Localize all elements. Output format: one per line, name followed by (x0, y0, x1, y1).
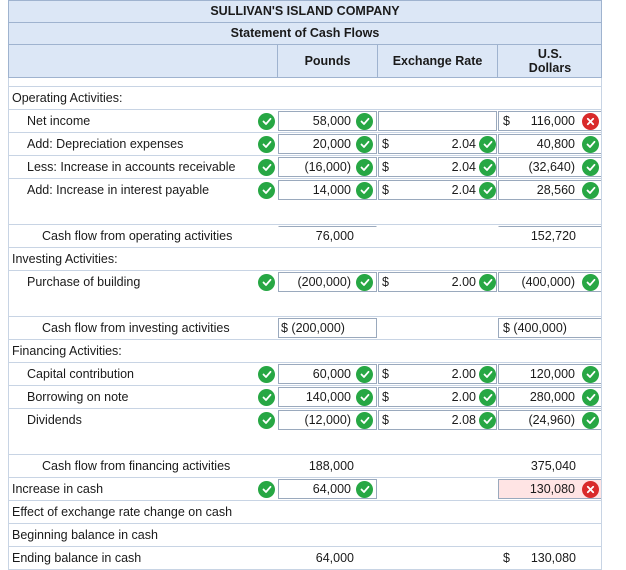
x-circle-icon (582, 113, 599, 130)
row-label: Net income (27, 114, 91, 128)
usd-value: 40,800 (536, 137, 575, 151)
row-label: Less: Increase in accounts receivable (27, 160, 236, 174)
rate-dollar-sign: $ (382, 390, 389, 404)
row-label: Cash flow from financing activities (42, 459, 231, 473)
usd-dollar-sign: $ (503, 114, 510, 128)
x-circle-icon (582, 481, 599, 498)
check-circle-icon (582, 274, 599, 291)
exchange-rate-value: 2.00 (451, 275, 476, 289)
check-circle-icon (356, 412, 373, 429)
row-label: Increase in cash (12, 482, 104, 496)
check-circle-icon (356, 366, 373, 383)
check-circle-icon (582, 389, 599, 406)
row-label: Capital contribution (27, 367, 135, 381)
pounds-value: 60,000 (312, 367, 351, 381)
rate-dollar-sign: $ (382, 275, 389, 289)
check-circle-icon (582, 159, 599, 176)
exchange-rate-input[interactable] (378, 111, 497, 131)
pounds-value: (200,000) (297, 275, 351, 289)
exchange-rate-value: 2.04 (451, 137, 476, 151)
column-header-pounds-label: Pounds (304, 54, 351, 68)
usd-value: 152,720 (530, 229, 576, 243)
check-circle-icon (479, 274, 496, 291)
check-circle-icon (582, 366, 599, 383)
exchange-rate-value: 2.04 (451, 183, 476, 197)
usd-value: (24,960) (528, 413, 575, 427)
usd-value: $ (400,000) (503, 321, 567, 335)
check-circle-icon (582, 136, 599, 153)
check-circle-icon (479, 159, 496, 176)
row-label: Borrowing on note (27, 390, 129, 404)
title-bar-statement (8, 22, 602, 44)
title-bar-company (8, 0, 602, 22)
rate-dollar-sign: $ (382, 183, 389, 197)
usd-value: (32,640) (528, 160, 575, 174)
usd-value: (400,000) (521, 275, 575, 289)
check-circle-icon (258, 366, 275, 383)
usd-dollar-sign: $ (503, 551, 510, 565)
column-header-rate-label: Exchange Rate (392, 54, 483, 68)
row-divider (8, 408, 602, 409)
check-circle-icon (479, 182, 496, 199)
row-label: Purchase of building (27, 275, 141, 289)
pounds-value: $ (200,000) (281, 321, 345, 335)
row-label: Effect of exchange rate change on cash (12, 505, 233, 519)
check-circle-icon (356, 182, 373, 199)
usd-value: 116,000 (530, 114, 575, 128)
table-right-border (601, 78, 602, 570)
check-circle-icon (258, 113, 275, 130)
usd-value: 375,040 (530, 459, 576, 473)
pounds-value: 64,000 (315, 551, 354, 565)
row-label: Ending balance in cash (12, 551, 142, 565)
column-header-usd-line2: Dollars (528, 61, 572, 75)
rate-dollar-sign: $ (382, 137, 389, 151)
row-label: Cash flow from investing activities (42, 321, 230, 335)
check-circle-icon (356, 136, 373, 153)
pounds-value: 76,000 (315, 229, 354, 243)
pounds-value: 188,000 (308, 459, 354, 473)
statement-title: Statement of Cash Flows (230, 26, 380, 40)
check-circle-icon (258, 481, 275, 498)
table-left-border (8, 78, 9, 570)
row-label: Beginning balance in cash (12, 528, 158, 542)
row-label: Financing Activities: (12, 344, 122, 358)
check-circle-icon (356, 159, 373, 176)
pounds-value: 140,000 (305, 390, 351, 404)
check-circle-icon (479, 389, 496, 406)
check-circle-icon (356, 481, 373, 498)
pounds-value: (16,000) (304, 160, 351, 174)
check-circle-icon (356, 274, 373, 291)
exchange-rate-value: 2.00 (451, 390, 476, 404)
check-circle-icon (582, 412, 599, 429)
pounds-value: 20,000 (312, 137, 351, 151)
column-header-pounds (278, 44, 377, 78)
row-label: Cash flow from operating activities (42, 229, 233, 243)
rate-dollar-sign: $ (382, 413, 389, 427)
check-circle-icon (258, 136, 275, 153)
row-label: Investing Activities: (12, 252, 118, 266)
row-divider (8, 109, 602, 110)
pounds-value: 64,000 (312, 482, 351, 496)
usd-value: 120,000 (529, 367, 575, 381)
check-circle-icon (479, 366, 496, 383)
check-circle-icon (258, 389, 275, 406)
usd-value: 280,000 (529, 390, 575, 404)
check-circle-icon (356, 113, 373, 130)
check-circle-icon (258, 182, 275, 199)
check-circle-icon (479, 136, 496, 153)
pounds-value: (12,000) (304, 413, 351, 427)
rate-dollar-sign: $ (382, 367, 389, 381)
usd-value: 130,080 (529, 482, 575, 496)
column-header-exchange-rate (378, 44, 497, 78)
row-label: Dividends (27, 413, 82, 427)
row-label: Add: Increase in interest payable (27, 183, 210, 197)
column-header-usd-line1: U.S. (537, 47, 563, 61)
check-circle-icon (258, 159, 275, 176)
row-label: Add: Depreciation expenses (27, 137, 184, 151)
exchange-rate-value: 2.08 (451, 413, 476, 427)
pounds-value: 14,000 (312, 183, 351, 197)
check-circle-icon (582, 182, 599, 199)
rate-dollar-sign: $ (382, 160, 389, 174)
exchange-rate-value: 2.04 (451, 160, 476, 174)
column-header-usd (498, 44, 602, 78)
row-label: Operating Activities: (12, 91, 123, 105)
check-circle-icon (258, 412, 275, 429)
check-circle-icon (479, 412, 496, 429)
usd-value: 130,080 (530, 551, 576, 565)
usd-value: 28,560 (536, 183, 575, 197)
company-title: SULLIVAN'S ISLAND COMPANY (210, 4, 400, 18)
pounds-value: 58,000 (312, 114, 351, 128)
check-circle-icon (356, 389, 373, 406)
check-circle-icon (258, 274, 275, 291)
exchange-rate-value: 2.00 (451, 367, 476, 381)
